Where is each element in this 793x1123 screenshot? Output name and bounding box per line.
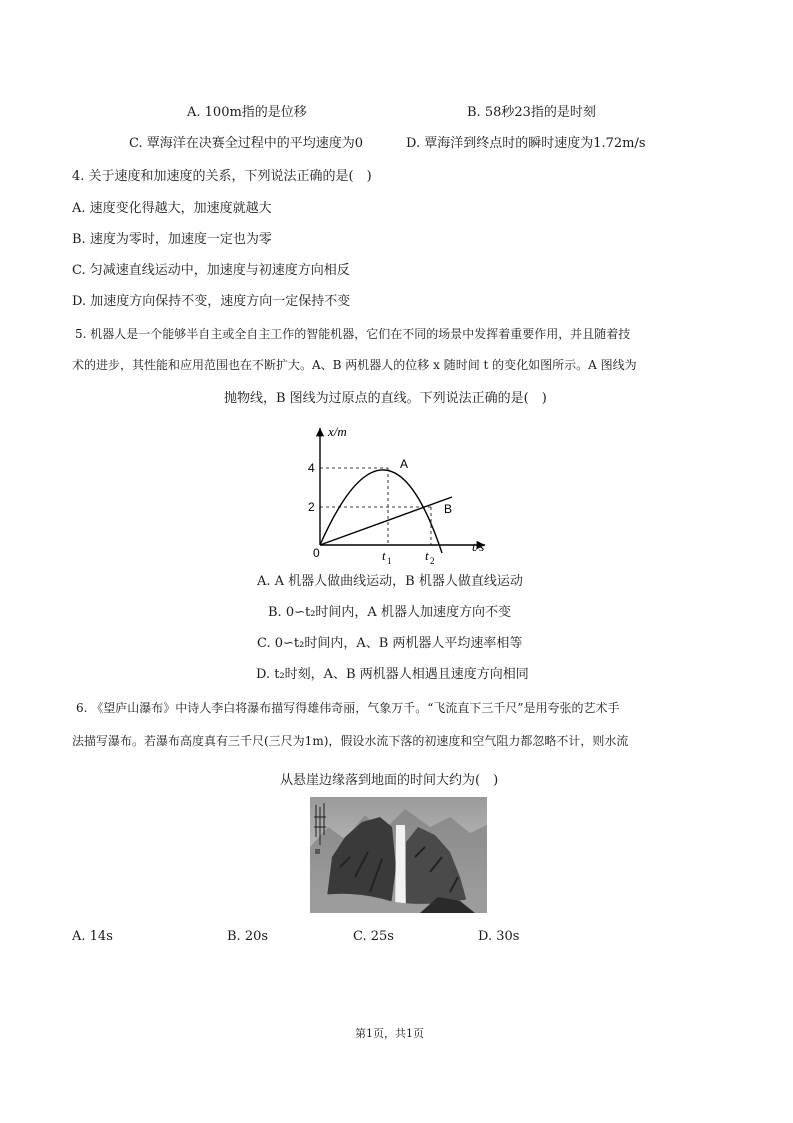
- q6-option-a: A. 14s: [72, 929, 113, 944]
- waterfall-painting: [310, 797, 487, 913]
- line-b-label: B: [444, 502, 453, 516]
- page-footer: 第1页，共1页: [355, 1027, 424, 1040]
- line-b: [320, 497, 452, 545]
- q3-option-d: D. 覃海洋到终点时的瞬时速度为1.72m/s: [406, 136, 646, 151]
- q4-option-d: D. 加速度方向保持不变，速度方向一定保持不变: [72, 294, 351, 309]
- y-axis-label: x/m: [328, 424, 347, 439]
- q5-stem-line2: 术的进步，其性能和应用范围也在不断扩大。A、B 两机器人的位移 x 随时间 t 的变化如图所示。A 图线为: [72, 358, 637, 372]
- x-tick-t2: t: [425, 548, 429, 563]
- q6-stem-line2: 法描写瀑布。若瀑布高度真有三千尺(三尺为1m)，假设水流下落的初速度和空气阻力都忽略不计，则水流: [72, 734, 629, 748]
- y-tick-2: 2: [308, 500, 315, 514]
- q3-option-c: C. 覃海洋在决赛全过程中的平均速度为0: [129, 136, 364, 151]
- position-time-graph: [300, 420, 500, 570]
- q6-option-c: C. 25s: [353, 929, 394, 944]
- q4-option-a: A. 速度变化得越大，加速度就越大: [72, 201, 272, 216]
- q3-option-a: A. 100m指的是位移: [187, 105, 307, 120]
- q5-option-d: D. t₂时刻，A、B 两机器人相遇且速度方向相同: [256, 667, 529, 682]
- q5-stem-line1: 5. 机器人是一个能够半自主或全自主工作的智能机器，它们在不同的场景中发挥着重要作用，并且随着技: [75, 327, 631, 341]
- origin-label: 0: [313, 546, 320, 560]
- q5-option-b: B. 0∽t₂时间内，A 机器人加速度方向不变: [268, 605, 511, 620]
- q5-stem-line3: 抛物线，B 图线为过原点的直线。下列说法正确的是( ): [224, 391, 547, 406]
- q6-stem-line3: 从悬崖边缘落到地面的时间大约为( ): [280, 773, 499, 788]
- curve-a: [320, 470, 442, 553]
- q5-option-a: A. A 机器人做曲线运动，B 机器人做直线运动: [257, 574, 523, 589]
- x-tick-t1: t: [382, 548, 386, 563]
- q6-option-b: B. 20s: [227, 929, 269, 944]
- q4-option-c: C. 匀减速直线运动中，加速度与初速度方向相反: [72, 263, 350, 278]
- q3-option-b: B. 58秒23指的是时刻: [467, 105, 596, 120]
- x-tick-t1-sub: 1: [387, 556, 392, 566]
- x-tick-t2-sub: 2: [430, 556, 435, 566]
- seal-stamp: [315, 849, 320, 854]
- q4-option-b: B. 速度为零时，加速度一定也为零: [72, 232, 272, 247]
- curve-a-label: A: [400, 457, 409, 471]
- q4-stem: 4. 关于速度和加速度的关系，下列说法正确的是( ): [72, 169, 372, 184]
- q5-option-c: C. 0∽t₂时间内，A、B 两机器人平均速率相等: [257, 636, 523, 651]
- x-axis-label: t/s: [472, 539, 485, 554]
- y-tick-4: 4: [308, 461, 315, 475]
- q6-option-d: D. 30s: [478, 929, 520, 944]
- q6-stem-line1: 6. 《望庐山瀑布》中诗人李白将瀑布描写得雄伟奇丽，气象万千。“飞流直下三千尺”是用夸张的艺术手: [76, 701, 620, 715]
